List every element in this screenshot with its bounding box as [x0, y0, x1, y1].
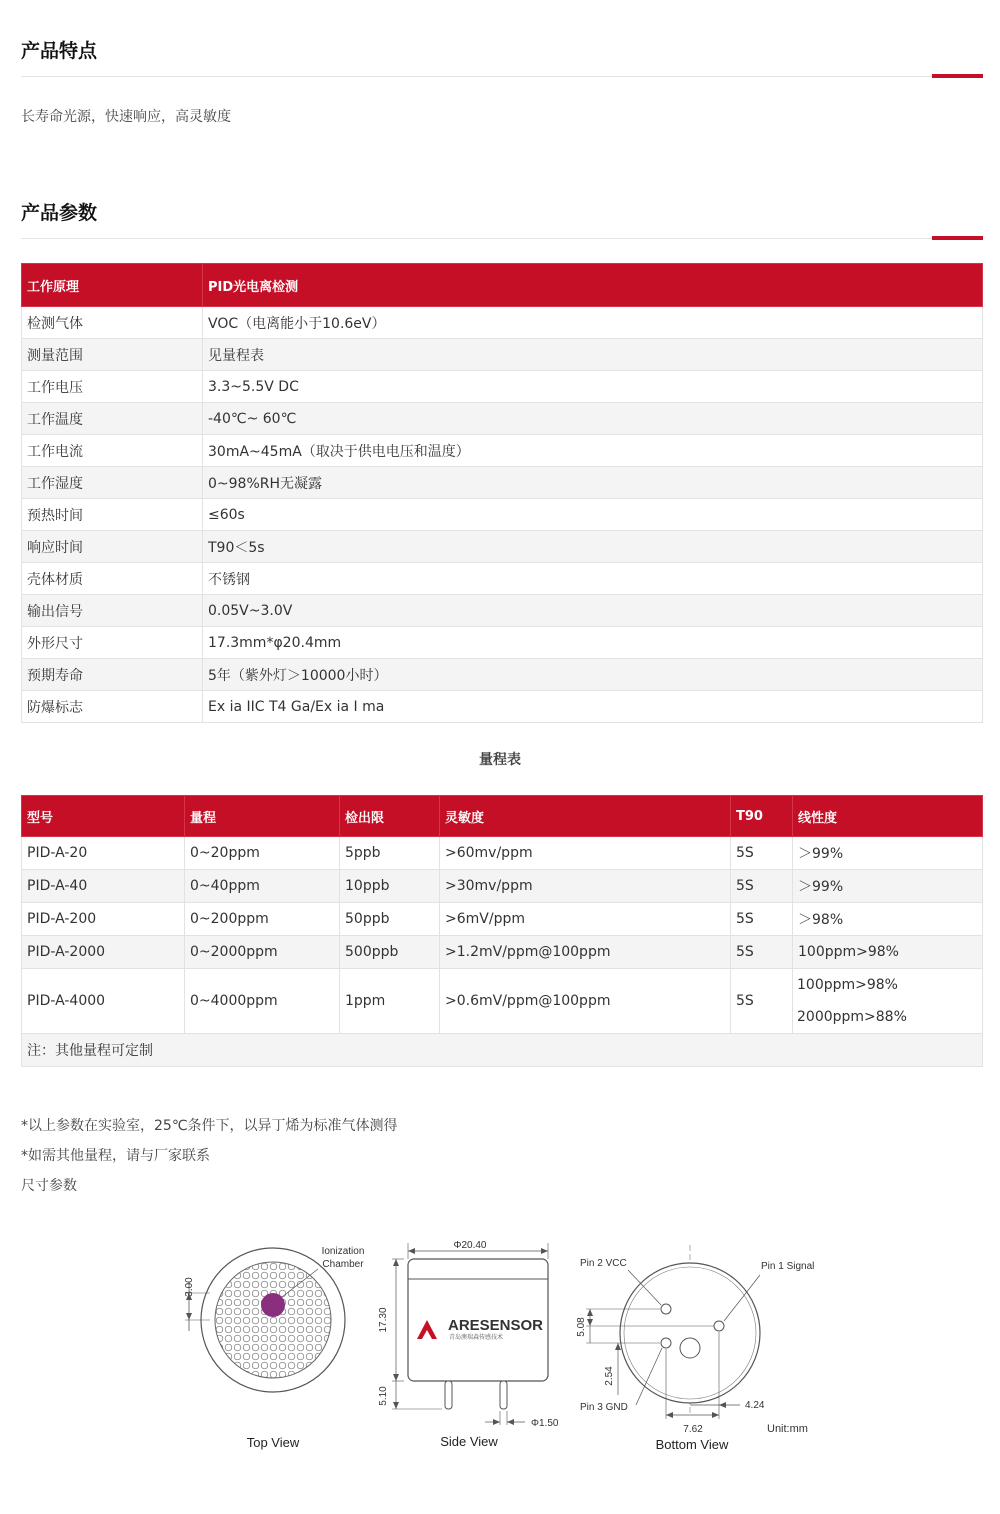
params-cell-label: 测量范围 — [22, 339, 203, 371]
range-cell-t90: 5S — [731, 936, 793, 969]
range-cell-sensitivity: >6mV/ppm — [440, 903, 731, 936]
params-cell-label: 外形尺寸 — [22, 627, 203, 659]
params-cell-value: 30mA~45mA（取决于供电电压和温度） — [203, 435, 983, 467]
features-divider-accent — [932, 74, 983, 78]
range-cell-t90: 5S — [731, 969, 793, 1034]
params-row — [22, 467, 983, 499]
params-row — [22, 563, 983, 595]
ionization-chamber — [261, 1293, 285, 1317]
chamber-label: Chamber — [322, 1259, 364, 1270]
params-row — [22, 307, 983, 339]
params-cell-value: 不锈钢 — [203, 563, 983, 595]
range-cell-model: PID-A-40 — [22, 870, 185, 903]
chamber-label: Ionization — [321, 1246, 365, 1257]
params-row — [22, 371, 983, 403]
range-table — [21, 795, 983, 1067]
range-cell-limit: 500ppb — [340, 936, 440, 969]
side-width-label: Φ20.40 — [453, 1240, 487, 1251]
params-cell-value: Ex ia IIC T4 Ga/Ex ia I ma — [203, 691, 983, 723]
range-cell-limit: 50ppb — [340, 903, 440, 936]
range-cell-model: PID-A-200 — [22, 903, 185, 936]
unit-label: Unit:mm — [767, 1423, 808, 1435]
range-cell-range: 0~4000ppm — [185, 969, 340, 1034]
side-pin — [445, 1381, 452, 1409]
notes-block — [21, 1111, 398, 1201]
range-cell-sensitivity: >60mv/ppm — [440, 837, 731, 870]
params-cell-label: 工作温度 — [22, 403, 203, 435]
bottom-view-caption: Bottom View — [655, 1437, 729, 1452]
params-cell-value: T90＜5s — [203, 531, 983, 563]
params-cell-label: 工作电流 — [22, 435, 203, 467]
range-row-last — [22, 969, 983, 1034]
dim-2-54-label: 2.54 — [604, 1366, 615, 1386]
range-table-title: 量程表 — [479, 752, 521, 768]
range-cell-sensitivity: >30mv/ppm — [440, 870, 731, 903]
range-cell-t90: 5S — [731, 903, 793, 936]
params-cell-value: ≤60s — [203, 499, 983, 531]
range-cell-range: 0~200ppm — [185, 903, 340, 936]
range-header-linearity: 线性度 — [793, 796, 983, 837]
range-cell-model: PID-A-20 — [22, 837, 185, 870]
pin2-hole — [661, 1304, 671, 1314]
range-cell-sensitivity: >1.2mV/ppm@100ppm — [440, 936, 731, 969]
brand-subtitle: 青岛澳瑞森传感技术 — [449, 1335, 504, 1341]
params-cell-value: 17.3mm*φ20.4mm — [203, 627, 983, 659]
params-cell-label: 工作湿度 — [22, 467, 203, 499]
pin2-label: Pin 2 VCC — [580, 1258, 627, 1269]
params-row — [22, 435, 983, 467]
params-header-value: PID光电离检测 — [203, 264, 983, 307]
pin1-label: Pin 1 Signal — [761, 1261, 815, 1272]
params-row — [22, 499, 983, 531]
range-cell-limit: 10ppb — [340, 870, 440, 903]
features-divider — [21, 76, 983, 77]
top-view — [184, 1246, 364, 1450]
dim-4-24-label: 4.24 — [745, 1400, 765, 1411]
bottom-center-hole — [680, 1338, 700, 1358]
pin-length-label: 5.10 — [378, 1386, 389, 1406]
range-cell-range: 0~40ppm — [185, 870, 340, 903]
range-row — [22, 837, 983, 870]
top-hole-grid — [215, 1262, 331, 1378]
range-cell-linearity — [793, 969, 983, 1034]
range-cell-limit: 1ppm — [340, 969, 440, 1034]
range-cell-model: PID-A-4000 — [22, 969, 185, 1034]
top-dim-label: 3.00 — [184, 1277, 195, 1297]
range-cell-t90: 5S — [731, 837, 793, 870]
params-divider-accent — [932, 236, 983, 240]
range-cell-sensitivity: >0.6mV/ppm@100ppm — [440, 969, 731, 1034]
params-divider — [21, 238, 983, 239]
params-cell-label: 预热时间 — [22, 499, 203, 531]
range-cell-limit: 5ppb — [340, 837, 440, 870]
range-row — [22, 936, 983, 969]
range-header-model: 型号 — [22, 796, 185, 837]
top-view-caption: Top View — [246, 1435, 300, 1450]
range-row — [22, 870, 983, 903]
params-row — [22, 339, 983, 371]
params-cell-value: 3.3~5.5V DC — [203, 371, 983, 403]
bottom-view — [576, 1245, 814, 1452]
pin3-hole — [661, 1338, 671, 1348]
range-note-row — [22, 1034, 983, 1067]
range-row — [22, 903, 983, 936]
params-row — [22, 627, 983, 659]
range-linearity-line: 100ppm>98% — [797, 977, 898, 993]
side-height-label: 17.30 — [378, 1307, 389, 1333]
side-view-caption: Side View — [440, 1434, 498, 1449]
note-line: 尺寸参数 — [21, 1178, 77, 1194]
range-header-t90: T90 — [731, 796, 793, 837]
params-cell-value: -40℃~ 60℃ — [203, 403, 983, 435]
range-cell-linearity: ＞98% — [793, 903, 983, 936]
range-cell-range: 0~2000ppm — [185, 936, 340, 969]
params-cell-label: 检测气体 — [22, 307, 203, 339]
note-line: *以上参数在实验室，25℃条件下，以异丁烯为标准气体测得 — [21, 1118, 398, 1134]
range-cell-linearity: ＞99% — [793, 870, 983, 903]
side-view — [378, 1240, 559, 1449]
side-pin — [500, 1381, 507, 1409]
range-cell-t90: 5S — [731, 870, 793, 903]
range-header-row — [22, 796, 983, 837]
note-line: *如需其他量程，请与厂家联系 — [21, 1148, 210, 1164]
dimension-diagram — [170, 1235, 840, 1460]
params-header-label: 工作原理 — [22, 264, 203, 307]
params-title: 产品参数 — [21, 202, 98, 224]
params-row — [22, 659, 983, 691]
params-cell-label: 防爆标志 — [22, 691, 203, 723]
pin1-hole — [714, 1321, 724, 1331]
range-cell-linearity: ＞99% — [793, 837, 983, 870]
params-cell-value: 0.05V~3.0V — [203, 595, 983, 627]
params-row — [22, 595, 983, 627]
params-row — [22, 691, 983, 723]
params-cell-label: 响应时间 — [22, 531, 203, 563]
dim-7-62-label: 7.62 — [683, 1424, 703, 1435]
params-cell-value: VOC（电离能小于10.6eV） — [203, 307, 983, 339]
pin-diameter-label: Φ1.50 — [531, 1418, 559, 1429]
range-cell-range: 0~20ppm — [185, 837, 340, 870]
params-header-row — [22, 264, 983, 307]
range-header-sensitivity: 灵敏度 — [440, 796, 731, 837]
range-linearity-line: 2000ppm>88% — [797, 1009, 907, 1025]
params-cell-label: 壳体材质 — [22, 563, 203, 595]
brand-name: ARESENSOR — [448, 1317, 544, 1334]
params-cell-value: 见量程表 — [203, 339, 983, 371]
pin3-label: Pin 3 GND — [580, 1402, 628, 1413]
params-cell-label: 预期寿命 — [22, 659, 203, 691]
params-row — [22, 531, 983, 563]
params-cell-label: 输出信号 — [22, 595, 203, 627]
params-cell-value: 5年（紫外灯＞10000小时） — [203, 659, 983, 691]
params-table — [21, 263, 983, 723]
range-header-range: 量程 — [185, 796, 340, 837]
params-row — [22, 403, 983, 435]
params-cell-label: 工作电压 — [22, 371, 203, 403]
range-header-limit: 检出限 — [340, 796, 440, 837]
dim-5-08-label: 5.08 — [576, 1317, 587, 1337]
range-cell-model: PID-A-2000 — [22, 936, 185, 969]
range-cell-linearity: 100ppm>98% — [793, 936, 983, 969]
features-text: 长寿命光源，快速响应，高灵敏度 — [21, 109, 231, 125]
features-title: 产品特点 — [21, 40, 98, 62]
params-cell-value: 0~98%RH无凝露 — [203, 467, 983, 499]
range-note: 注：其他量程可定制 — [22, 1034, 983, 1067]
